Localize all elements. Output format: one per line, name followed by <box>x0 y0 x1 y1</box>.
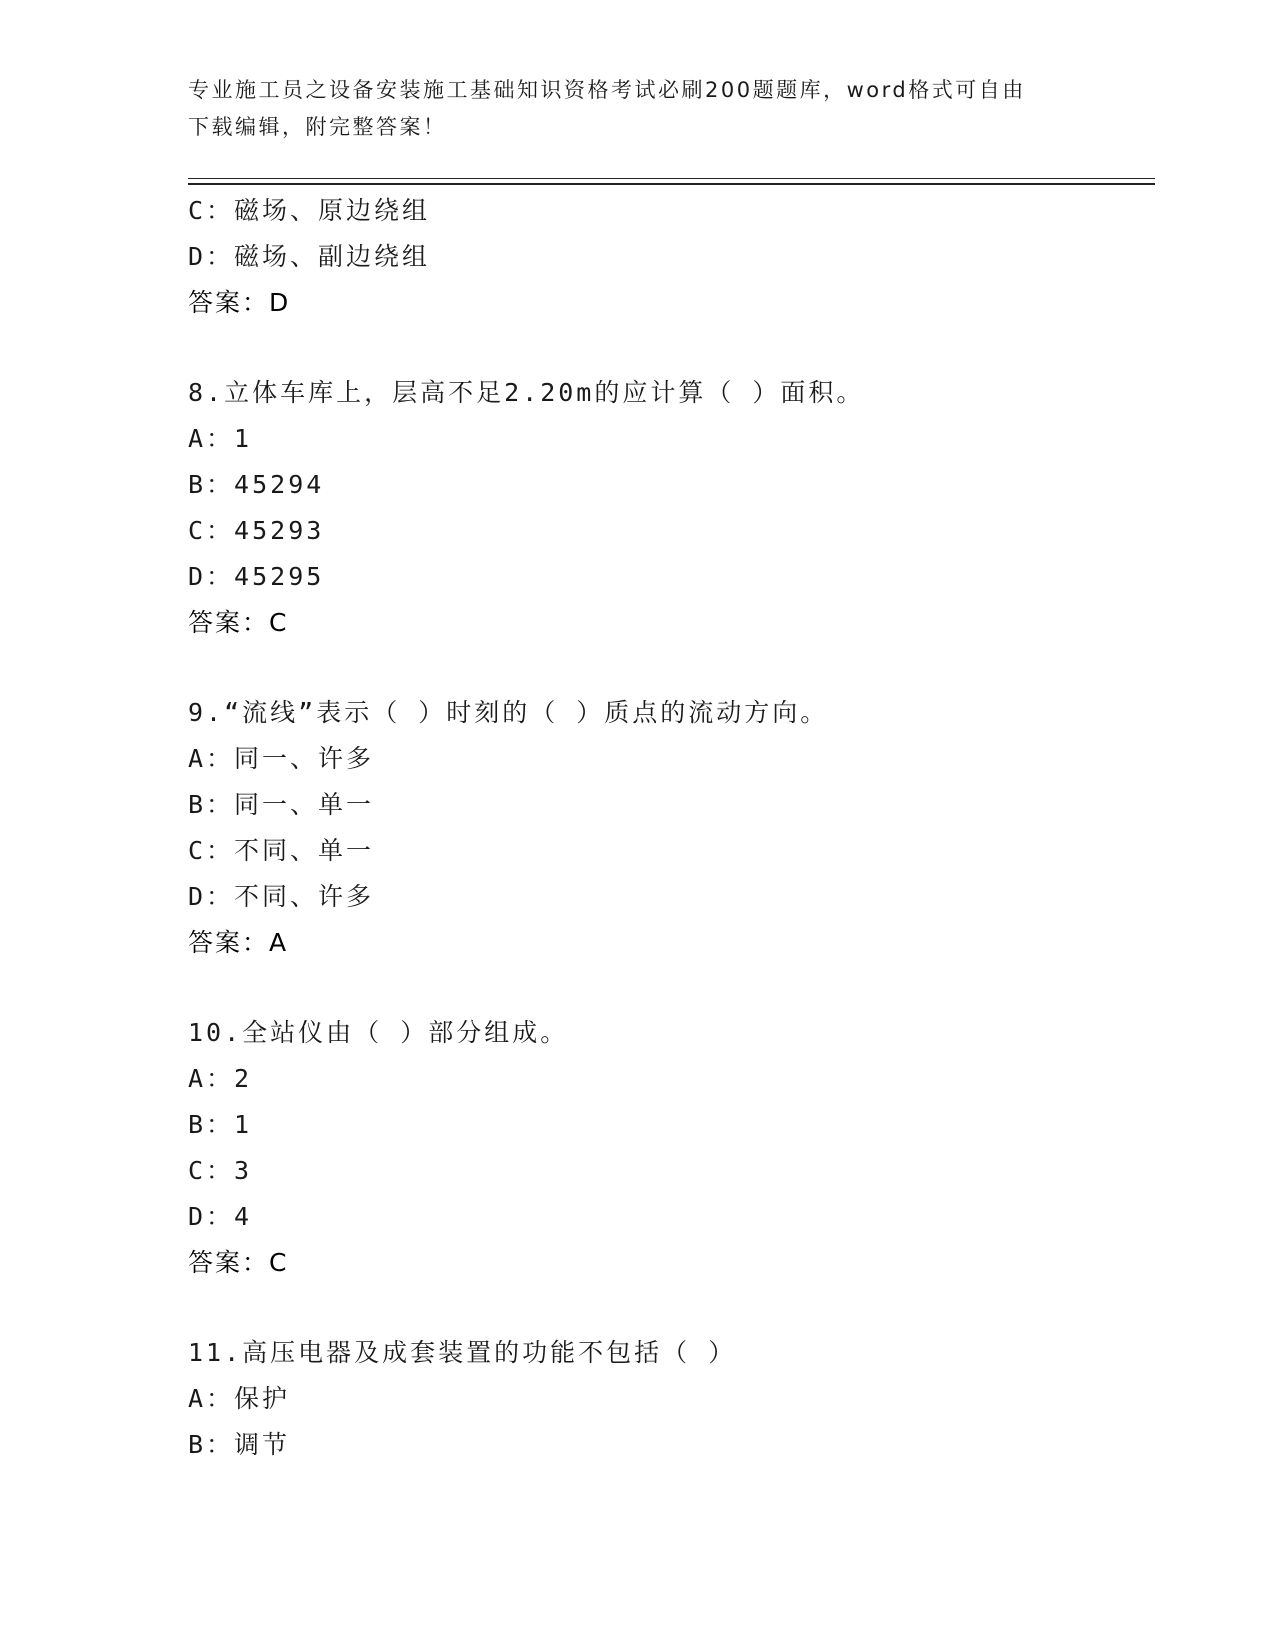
answer-label: 答案： <box>188 928 270 957</box>
answer-line <box>188 600 1155 646</box>
option-c: C：磁场、原边绕组 <box>188 196 431 225</box>
answer-value: C <box>269 608 289 637</box>
question-stem: 10.全站仪由（ ）部分组成。 <box>188 1018 569 1047</box>
answer-line <box>188 1240 1155 1286</box>
answer-label: 答案： <box>188 608 270 637</box>
option-c: C：3 <box>188 1156 253 1185</box>
answer-line <box>188 280 1155 326</box>
question-10 <box>188 1010 1155 1286</box>
question-8 <box>188 370 1155 646</box>
question-11 <box>188 1330 1155 1468</box>
option-a: A：1 <box>188 424 253 453</box>
option-a: A：同一、许多 <box>188 744 375 773</box>
answer-line <box>188 920 1155 966</box>
header-divider-thin <box>188 178 1155 179</box>
option-d: D：磁场、副边绕组 <box>188 242 431 271</box>
document-header <box>188 72 1068 146</box>
option-a: A：保护 <box>188 1384 291 1413</box>
option-a: A：2 <box>188 1064 253 1093</box>
option-c: C：不同、单一 <box>188 836 375 865</box>
option-b: B：调节 <box>188 1430 291 1459</box>
answer-label: 答案： <box>188 1248 270 1277</box>
question-list <box>188 188 1155 1468</box>
answer-value: D <box>269 288 291 317</box>
option-d: D：4 <box>188 1202 253 1231</box>
header-line-1: 专业施工员之设备安装施工基础知识资格考试必刷200题题库，word格式可自由 <box>188 78 1026 102</box>
answer-value: A <box>269 928 289 957</box>
option-d: D：45295 <box>188 562 325 591</box>
question-stem: 8.立体车库上，层高不足2.20m的应计算（ ）面积。 <box>188 378 865 407</box>
option-b: B：1 <box>188 1110 253 1139</box>
header-divider-thick <box>188 183 1155 185</box>
answer-value: C <box>269 1248 289 1277</box>
question-7-tail <box>188 188 1155 326</box>
header-line-2: 下载编辑，附完整答案！ <box>188 115 447 139</box>
question-stem: 11.高压电器及成套装置的功能不包括（ ） <box>188 1338 737 1367</box>
question-stem: 9.“流线”表示（ ）时刻的（ ）质点的流动方向。 <box>188 698 829 727</box>
question-9 <box>188 690 1155 966</box>
answer-label: 答案： <box>188 288 270 317</box>
option-d: D：不同、许多 <box>188 882 375 911</box>
option-b: B：45294 <box>188 470 325 499</box>
option-b: B：同一、单一 <box>188 790 375 819</box>
option-c: C：45293 <box>188 516 325 545</box>
